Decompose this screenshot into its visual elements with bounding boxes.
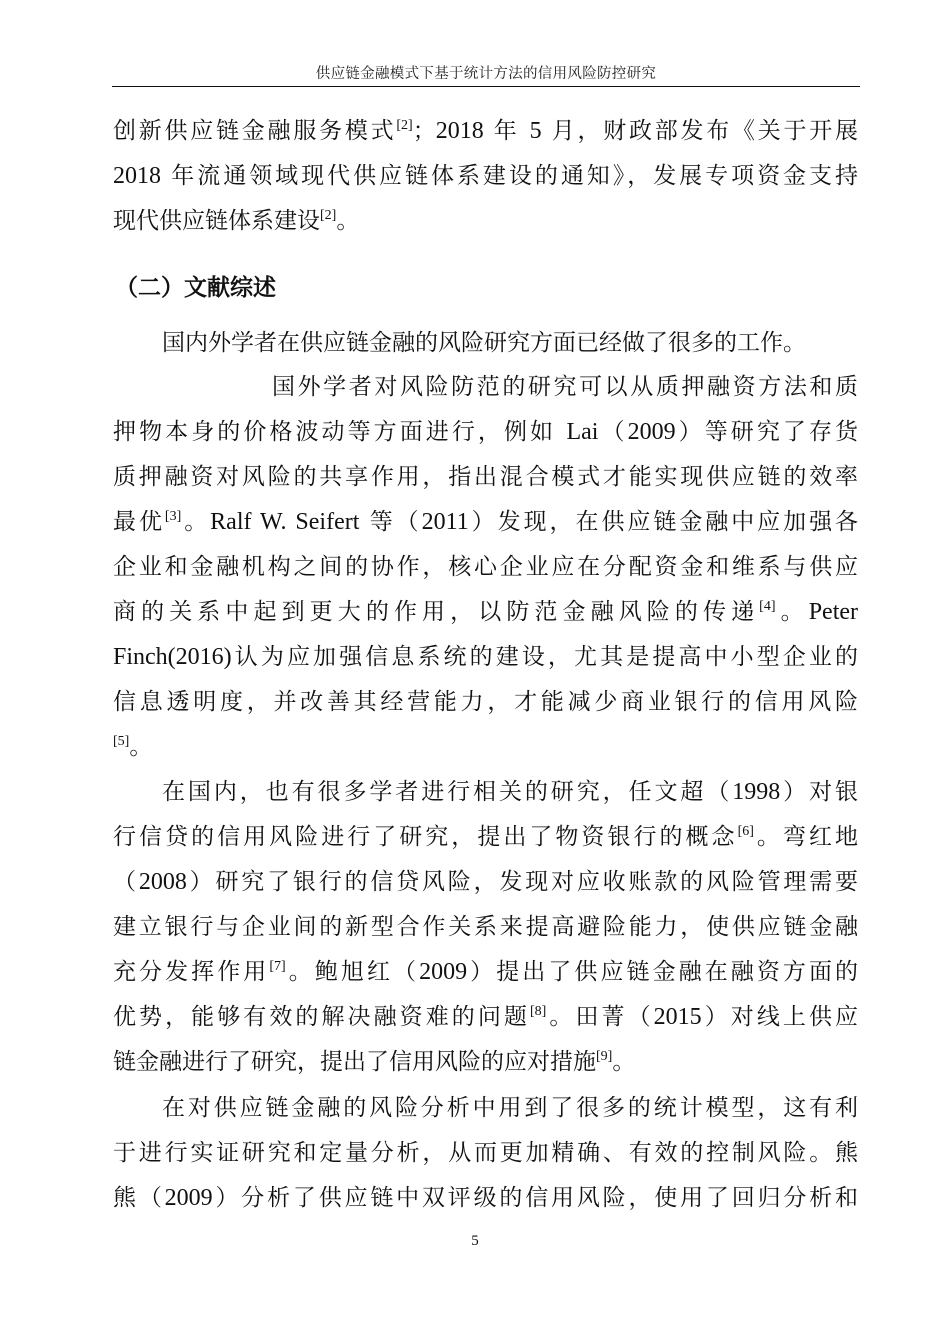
citation: [4]: [759, 599, 776, 614]
body-line: 行信贷的信用风险进行了研究，提出了物资银行的概念[6]。弯红地: [113, 824, 859, 850]
body-line: 在对供应链金融的风险分析中用到了很多的统计模型，这有利: [162, 1095, 858, 1121]
body-line: 国内外学者在供应链金融的风险研究方面已经做了很多的工作。: [162, 330, 806, 356]
body-line: 建立银行与企业间的新型合作关系来提高避险能力，使供应链金融: [113, 914, 858, 940]
citation: [3]: [164, 509, 182, 524]
citation: [6]: [737, 824, 754, 839]
body-line: 最优[3]。Ralf W. Seifert 等（2011）发现，在供应链金融中应加强各: [113, 509, 859, 535]
body-line: 熊（2009）分析了供应链中双评级的信用风险，使用了回归分析和: [113, 1185, 859, 1211]
body-line: 信息透明度，并改善其经营能力，才能减少商业银行的信用风险: [113, 689, 858, 715]
citation: [2]: [320, 208, 337, 223]
body-line: 国外学者对风险防范的研究可以从质押融资方法和质: [272, 374, 858, 400]
citation: [8]: [530, 1004, 547, 1019]
body-line: 押物本身的价格波动等方面进行，例如 Lai（2009）等研究了存货: [113, 419, 859, 445]
body-line: 优势，能够有效的解决融资难的问题[8]。田菁（2015）对线上供应: [113, 1004, 859, 1030]
body-line: 商的关系中起到更大的作用，以防范金融风险的传递[4]。Peter: [113, 599, 859, 625]
body-line: 在国内，也有很多学者进行相关的研究，任文超（1998）对银: [162, 779, 859, 805]
body-line: Finch(2016)认为应加强信息系统的建设，尤其是提高中小型企业的: [113, 644, 858, 670]
body-line: 充分发挥作用[7]。鲍旭红（2009）提出了供应链金融在融资方面的: [113, 959, 859, 985]
citation: [9]: [596, 1049, 613, 1064]
running-header: 供应链金融模式下基于统计方法的信用风险防控研究: [315, 66, 657, 82]
body-line: 链金融进行了研究，提出了信用风险的应对措施[9]。: [113, 1049, 636, 1075]
body-line: 质押融资对风险的共享作用，指出混合模式才能实现供应链的效率: [113, 464, 858, 490]
body-line: 企业和金融机构之间的协作，核心企业应在分配资金和维系与供应: [113, 554, 858, 580]
body-line: 2018 年流通领域现代供应链体系建设的通知》，发展专项资金支持: [113, 163, 858, 189]
citation: [7]: [269, 959, 286, 974]
header-rule: [112, 86, 860, 87]
body-line: （2008）研究了银行的信贷风险，发现对应收账款的风险管理需要: [113, 869, 859, 895]
page-number: 5: [471, 1233, 479, 1249]
citation: [2]: [396, 118, 413, 133]
citation: [5]: [113, 734, 130, 749]
body-line: 于进行实证研究和定量分析，从而更加精确、有效的控制风险。熊: [113, 1140, 858, 1166]
body-line: [5]。: [113, 734, 153, 760]
body-line: 现代供应链体系建设[2]。: [113, 208, 360, 234]
section-heading: （二）文献综述: [115, 275, 276, 301]
body-line: 创新供应链金融服务模式[2]；2018 年 5 月，财政部发布《关于开展: [113, 118, 859, 144]
